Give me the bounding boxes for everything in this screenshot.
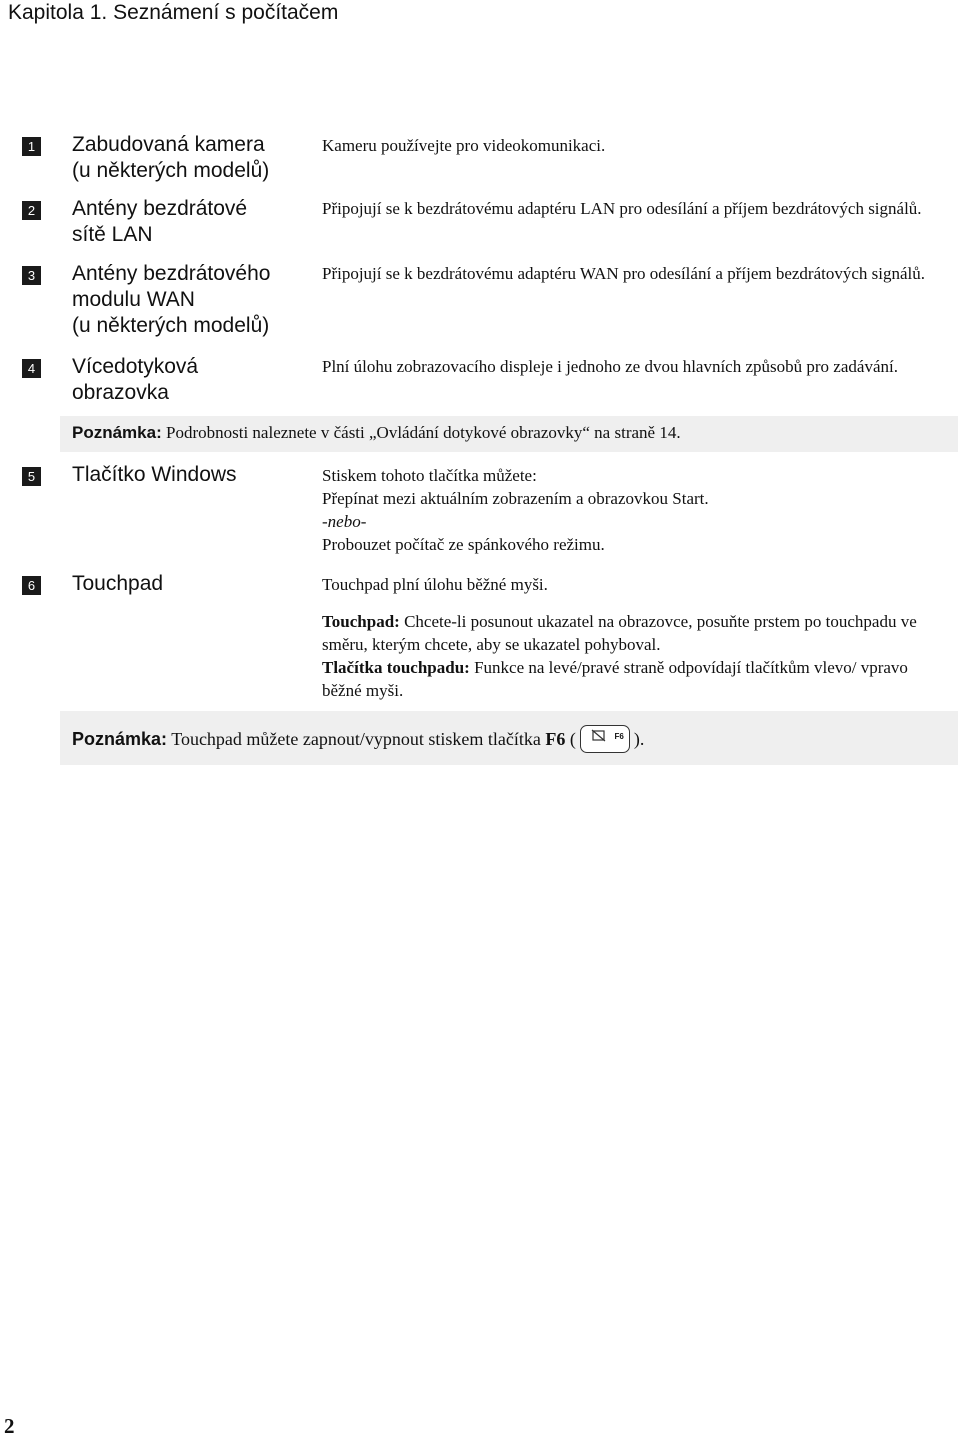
f6-key — [580, 725, 630, 753]
item-description: Kameru používejte pro videokomunikaci. — [322, 136, 606, 155]
label-line: obrazovka — [72, 381, 169, 404]
item-description: Připojují se k bezdrátovému adaptéru LAN pro odesílání a příjem bezdrátových signálů. — [322, 199, 922, 218]
detail-term: Touchpad: — [322, 612, 400, 631]
item-description: Připojují se k bezdrátovému adaptéru WAN pro odesílání a příjem bezdrátových signálů. — [322, 264, 926, 283]
item-label — [72, 571, 312, 597]
item-label — [72, 196, 312, 248]
key-name: F6 — [545, 729, 566, 749]
chapter-title: Kapitola 1. Seznámení s počítačem — [8, 1, 339, 24]
desc-line: Stiskem tohoto tlačítka můžete: — [322, 466, 537, 485]
item-label — [72, 261, 312, 339]
desc-line: Přepínat mezi aktuálním zobrazením a obrazovkou Start. — [322, 489, 709, 508]
label-line: Vícedotyková — [72, 355, 199, 378]
detail-text: Chcete-li posunout ukazatel na obrazovce, posuňte prstem po touchpadu ve směru, kterým chcete, aby se ukazatel pohyboval. — [322, 612, 917, 654]
detail-paragraph — [322, 610, 947, 656]
note-label: Poznámka: — [72, 423, 162, 442]
touchpad-off-icon — [591, 729, 607, 743]
note-body: Podrobnosti naleznete v části „Ovládání dotykové obrazovky“ na straně 14. — [161, 423, 681, 442]
label-line: Antény bezdrátového — [72, 262, 271, 285]
item-number-badge: 6 — [22, 576, 41, 595]
detail-paragraph — [322, 656, 947, 702]
desc-line-or: -nebo- — [322, 512, 367, 531]
note-text — [72, 725, 644, 753]
label-line: sítě LAN — [72, 223, 153, 246]
detail-text: Funkce na levé/pravé straně odpovídají tlačítkům vlevo/ vpravo běžné myši. — [322, 658, 908, 700]
label-line: Zabudovaná kamera — [72, 133, 265, 156]
item-label — [72, 354, 312, 406]
item-number-badge: 3 — [22, 266, 41, 285]
note-label: Poznámka: — [72, 729, 168, 749]
item-number-badge: 1 — [22, 137, 41, 156]
label-line: Tlačítko Windows — [72, 463, 237, 486]
item-label — [72, 462, 312, 488]
page-number: 2 — [4, 1414, 15, 1438]
item-description — [322, 464, 947, 556]
note-text — [72, 421, 681, 444]
note-body: Touchpad můžete zapnout/vypnout stiskem tlačítka — [167, 729, 546, 749]
desc-line: Probouzet počítač ze spánkového režimu. — [322, 535, 605, 554]
label-line: (u některých modelů) — [72, 314, 270, 337]
label-line: Touchpad — [72, 572, 164, 595]
paren-close: ). — [633, 729, 645, 749]
detail-term: Tlačítka touchpadu: — [322, 658, 470, 677]
item-number-badge: 4 — [22, 359, 41, 378]
item-details — [322, 610, 947, 702]
item-description: Touchpad plní úlohu běžné myši. — [322, 575, 548, 594]
item-label — [72, 132, 312, 184]
item-description: Plní úlohu zobrazovacího displeje i jednoho ze dvou hlavních způsobů pro zadávání. — [322, 357, 898, 376]
note-box — [60, 416, 958, 452]
note-box — [60, 711, 958, 765]
key-label: F6 — [614, 732, 624, 741]
item-number-badge: 2 — [22, 201, 41, 220]
paren-open: ( — [565, 729, 576, 749]
label-line: modulu WAN — [72, 288, 195, 311]
label-line: (u některých modelů) — [72, 159, 270, 182]
item-number-badge: 5 — [22, 467, 41, 486]
label-line: Antény bezdrátové — [72, 197, 248, 220]
